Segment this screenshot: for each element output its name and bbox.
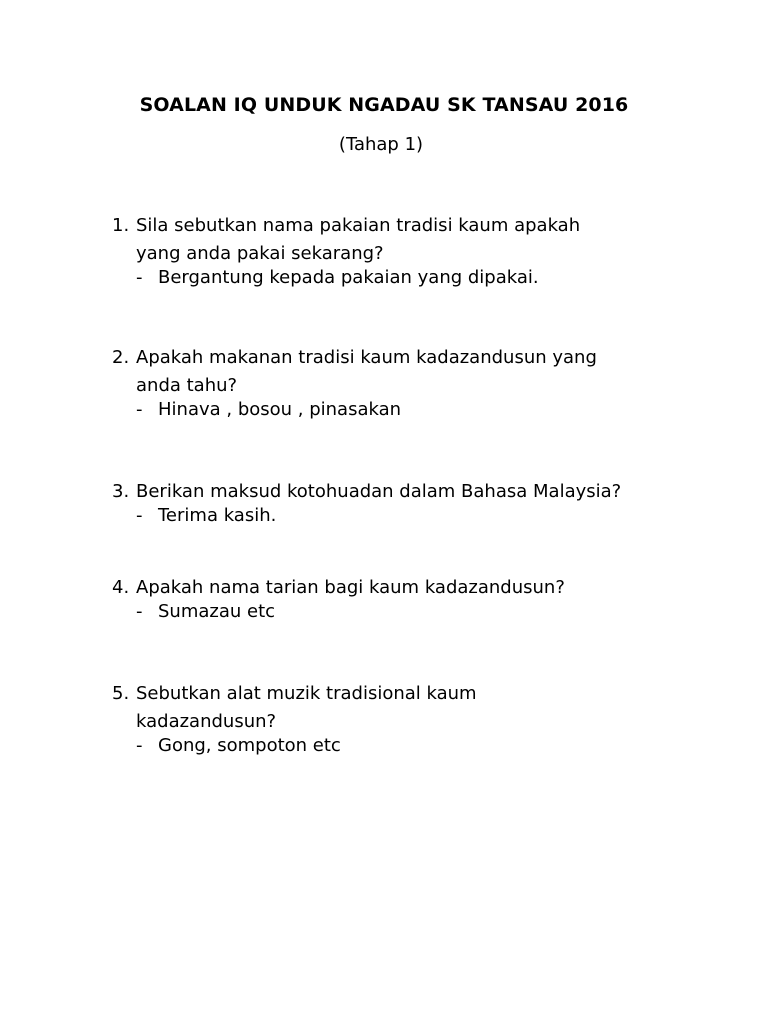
- question-text: Sila sebutkan nama pakaian tradisi kaum apakah: [136, 215, 581, 236]
- question-line: [112, 478, 712, 506]
- answer-line: [112, 266, 712, 290]
- question-text: Apakah nama tarian bagi kaum kadazandusun?: [136, 577, 565, 598]
- question-4: [112, 574, 712, 624]
- document-title: SOALAN IQ UNDUK NGADAU SK TANSAU 2016: [139, 94, 629, 116]
- question-text: Sebutkan alat muzik tradisional kaum: [136, 683, 477, 704]
- question-3: [112, 478, 712, 528]
- question-text: Berikan maksud kotohuadan dalam Bahasa Malaysia?: [136, 481, 622, 502]
- answer-line: [112, 734, 712, 758]
- answer-line: [112, 504, 712, 528]
- answer-text: Bergantung kepada pakaian yang dipakai.: [158, 267, 539, 288]
- question-text-continued: kadazandusun?: [136, 711, 277, 732]
- answer-line: [112, 398, 712, 422]
- question-2: [112, 344, 712, 422]
- question-1: [112, 212, 712, 290]
- answer-dash: -: [136, 735, 143, 756]
- question-number: 1.: [112, 215, 130, 236]
- question-number: 3.: [112, 481, 130, 502]
- question-text-continued: yang anda pakai sekarang?: [136, 243, 384, 264]
- answer-dash: -: [136, 399, 143, 420]
- answer-dash: -: [136, 505, 143, 526]
- answer-text: Hinava , bosou , pinasakan: [158, 399, 402, 420]
- question-text: Apakah makanan tradisi kaum kadazandusun yang: [136, 347, 597, 368]
- question-line: [112, 574, 712, 602]
- question-number: 5.: [112, 683, 130, 704]
- question-line: [112, 344, 712, 372]
- answer-text: Sumazau etc: [158, 601, 276, 622]
- document-subtitle: (Tahap 1): [338, 134, 424, 155]
- answer-text: Terima kasih.: [158, 505, 277, 526]
- question-5: [112, 680, 712, 758]
- answer-line: [112, 600, 712, 624]
- answer-dash: -: [136, 601, 143, 622]
- question-line: [112, 212, 712, 240]
- question-text-continued: anda tahu?: [136, 375, 238, 396]
- answer-text: Gong, sompoton etc: [158, 735, 341, 756]
- question-number: 2.: [112, 347, 130, 368]
- question-number: 4.: [112, 577, 130, 598]
- question-line: [112, 680, 712, 708]
- answer-dash: -: [136, 267, 143, 288]
